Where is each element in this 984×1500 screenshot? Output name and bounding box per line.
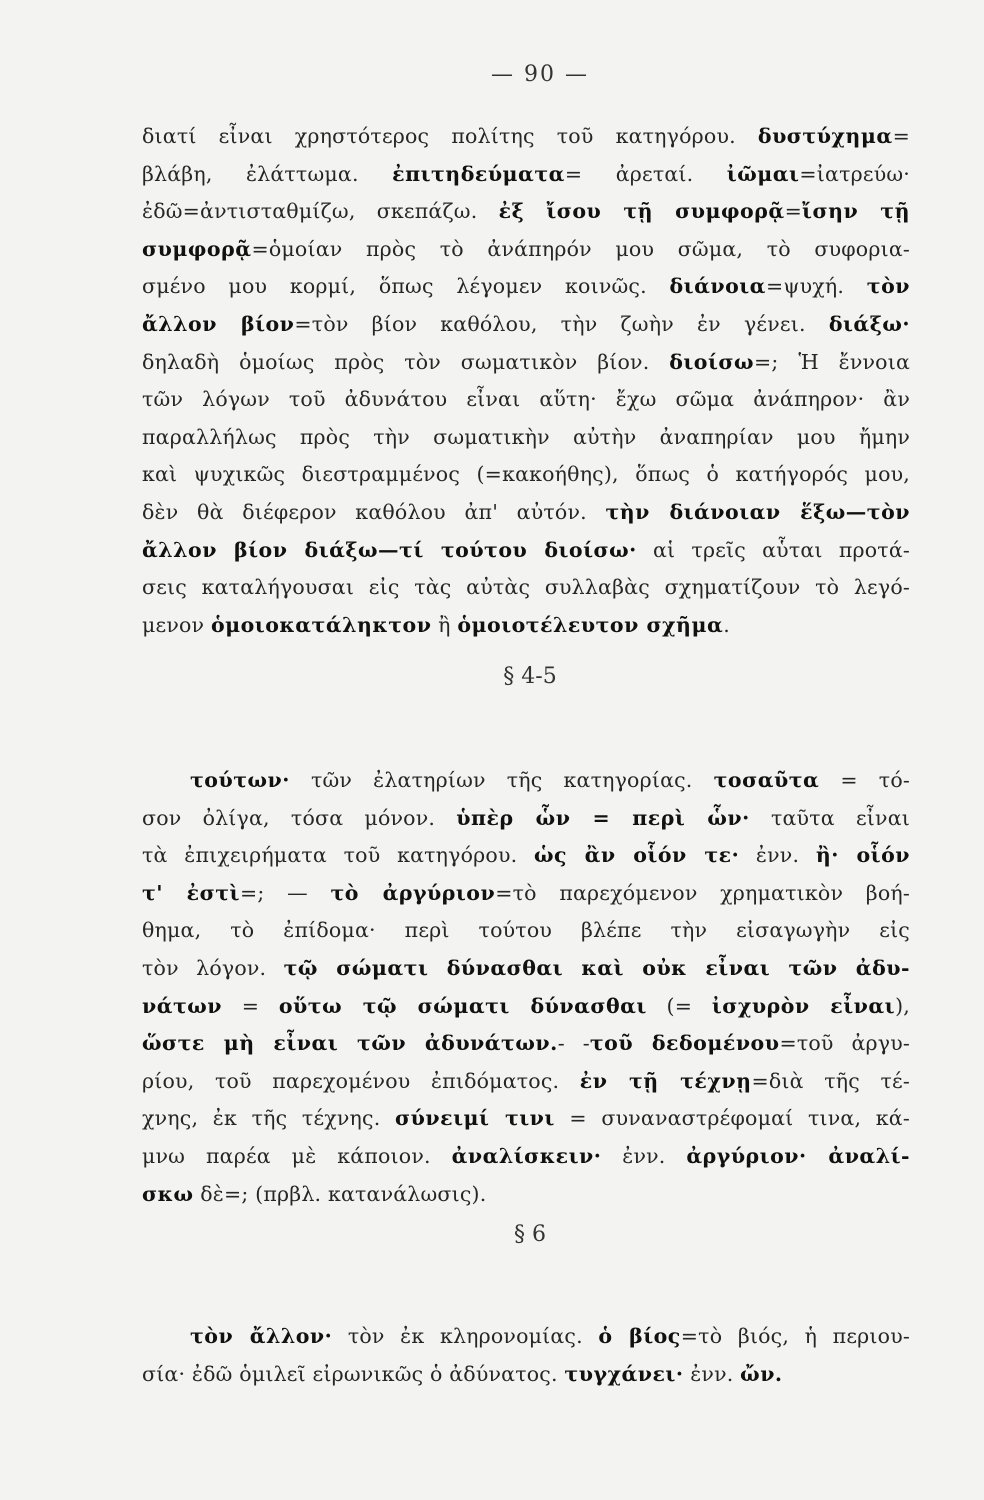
bold-term: ὁ βίος (598, 1324, 681, 1348)
text-line (142, 268, 910, 306)
text-run: σον ὀλίγα, τόσα μόνον. (142, 805, 457, 830)
bold-term: ὁμοιοτέλευτον σχῆμα (457, 612, 724, 637)
text-line (142, 193, 910, 231)
text-line (142, 950, 910, 988)
bold-term: τυγχάνει· (564, 1361, 684, 1386)
text-run: δὲ=; (πρβλ. κατανάλωσις). (193, 1181, 487, 1206)
paragraph-section-2 (142, 762, 910, 1213)
text-run: ἢ (431, 612, 458, 637)
text-line (142, 456, 910, 494)
bold-term: συμφορᾷ (142, 236, 252, 261)
paragraph-section-3 (142, 1318, 910, 1393)
text-line (142, 912, 910, 950)
text-run: τὸν λόγον. (142, 955, 284, 980)
text-line (142, 875, 910, 913)
text-run: παραλλήλως πρὸς τὴν σωματικὴν αὐτὴν ἀναπηρίαν μου ἤμην (142, 424, 910, 449)
section-heading-6: § 6 (514, 1222, 546, 1247)
text-run: = συναναστρέφομαί τινα, κά- (554, 1106, 910, 1131)
bold-term: ἀναλίσκειν· (451, 1143, 602, 1168)
text-run: =τὸ παρεχόμενον χρηματικὸν βοή- (495, 880, 910, 905)
bold-term: ὡς ἂν οἷόν τε· (534, 843, 740, 868)
text-run: ἐνν. (739, 843, 816, 868)
text-line (142, 607, 910, 645)
text-line (142, 1063, 910, 1101)
bold-term: ἐπιτηδεύματα (392, 161, 565, 186)
text-run: διατί εἶναι χρηστότερος πολίτης τοῦ κατηγόρου. (142, 124, 758, 148)
text-run: τῶν ἐλατηρίων τῆς κατηγορίας. (289, 768, 714, 792)
bold-term: ἐξ ἴσου τῇ συμφορᾷ (498, 199, 785, 224)
bold-term: ἄλλον βίον (142, 311, 295, 336)
bold-term: ὑπὲρ ὧν = περὶ ὧν· (456, 805, 750, 830)
text-line (142, 494, 910, 532)
paragraph-section-1 (142, 118, 910, 644)
text-run: ἐδῶ=ἀντισταθμίζω, σκεπάζω. (142, 199, 499, 224)
bold-term: ἰῶμαι (726, 161, 800, 186)
text-run: σμένο μου κορμί, ὅπως λέγομεν κοινῶς. (142, 274, 670, 299)
text-line (142, 1025, 910, 1063)
text-run: = (784, 199, 803, 224)
text-line (142, 419, 910, 457)
text-run: μενον (142, 612, 211, 637)
text-run: τῶν λόγων τοῦ ἀδυνάτου εἶναι αὕτη· ἔχω σῶμα ἀνάπηρον· ἂν (142, 387, 910, 412)
text-line (142, 800, 910, 838)
bold-term: διάνοια (669, 274, 766, 299)
bold-term: ὤν. (740, 1361, 783, 1386)
text-run: δὲν θὰ διέφερον καθόλου ἀπ' αὐτόν. (142, 499, 606, 524)
text-line (142, 1176, 910, 1214)
text-run: = ἀρεταί. (564, 161, 727, 186)
bold-term: ἰσχυρὸν εἶναι (711, 993, 896, 1018)
text-run: μνω παρέα μὲ κάποιον. (142, 1143, 452, 1168)
section-heading-4-5: § 4-5 (503, 664, 557, 689)
text-line (142, 231, 910, 269)
text-run: =ψυχή. (765, 274, 867, 299)
text-run: =; — (239, 880, 331, 905)
bold-term: τοσαῦτα (713, 768, 820, 792)
text-run: τὸν ἐκ κληρονομίας. (332, 1324, 599, 1348)
text-run: σία· ἐδῶ ὁμιλεῖ εἰρωνικῶς ὁ ἀδύνατος. (142, 1361, 565, 1386)
text-line (142, 156, 910, 194)
bold-term: τούτων· (190, 768, 290, 792)
text-run: = (222, 993, 279, 1018)
text-run: ρίου, τοῦ παρεχομένου ἐπιδόματος. (142, 1068, 580, 1093)
text-run: χνης, ἐκ τῆς τέχνης. (142, 1106, 396, 1131)
text-run: =τὸν βίον καθόλου, τὴν ζωὴν ἐν γένει. (294, 311, 829, 336)
text-run: - - (557, 1031, 590, 1056)
text-line (142, 569, 910, 607)
bold-term: τῷ σώματι δύνασθαι καὶ οὐκ εἶναι τῶν ἀδυ- (283, 955, 910, 980)
page-number: — 90 — (491, 62, 589, 87)
text-run: = τό- (819, 768, 910, 792)
text-line (142, 381, 910, 419)
text-line (142, 306, 910, 344)
bold-term: ἐν τῇ τέχνῃ (579, 1068, 752, 1093)
text-run: =τοῦ ἀργυ- (779, 1031, 910, 1056)
text-run: θημα, τὸ ἐπίδομα· περὶ τούτου βλέπε τὴν εἰσαγωγὴν εἰς (142, 918, 910, 943)
bold-term: ὁμοιοκατάληκτον (210, 612, 432, 637)
text-run: βλάβη, ἐλάττωμα. (142, 161, 393, 186)
text-run: δηλαδὴ ὁμοίως πρὸς τὸν σωματικὸν βίον. (142, 349, 670, 374)
bold-term: διάξω· (828, 311, 910, 336)
text-run: ἐνν. (683, 1361, 741, 1386)
text-line (142, 988, 910, 1026)
text-run: ταῦτα εἶναι (749, 805, 910, 830)
bold-term: σύνειμί τινι (395, 1106, 555, 1131)
bold-term: ἀργύριον· ἀναλί- (686, 1143, 910, 1168)
text-line (142, 837, 910, 875)
bold-term: διοίσω (669, 349, 755, 374)
text-run: =τὸ βιός, ἡ περιου- (680, 1324, 910, 1348)
bold-term: ἴσην τῇ (802, 199, 910, 224)
text-line (142, 344, 910, 382)
text-run: αἱ τρεῖς αὗται προτά- (636, 537, 910, 562)
text-run: =διὰ τῆς τέ- (751, 1068, 910, 1093)
text-run: ), (895, 993, 910, 1018)
bold-term: τὸν ἄλλον· (190, 1324, 333, 1348)
bold-term: νάτων (142, 993, 223, 1018)
bold-term: ἢ· οἷόν (815, 843, 911, 868)
bold-term: δυστύχημα (757, 124, 893, 148)
bold-term: ἄλλον βίον διάξω—τί τούτου διοίσω· (142, 537, 637, 562)
text-run: ἐνν. (601, 1143, 687, 1168)
text-run: καὶ ψυχικῶς διεστραμμένος (=κακοήθης), ὅπως ὁ κατήγορός μου, (142, 462, 910, 487)
text-line (142, 1100, 910, 1138)
text-line (142, 118, 910, 156)
text-run: =ἰατρεύω· (799, 161, 910, 186)
bold-term: τοῦ δεδομένου (589, 1031, 780, 1056)
text-run: = (892, 124, 910, 148)
text-line (142, 532, 910, 570)
text-line (142, 1356, 910, 1394)
text-run: =ὁμοίαν πρὸς τὸ ἀνάπηρόν μου σῶμα, τὸ συφορια- (251, 236, 910, 261)
bold-term: ὥστε μὴ εἶναι τῶν ἀδυνάτων. (142, 1031, 558, 1056)
text-run: (= (646, 993, 712, 1018)
bold-term: τὸ ἀργύριον (330, 880, 496, 905)
bold-term: τ' ἐστὶ (142, 880, 240, 905)
text-run: . (723, 612, 730, 637)
bold-term: σκω (142, 1181, 194, 1206)
bold-term: οὕτω τῷ σώματι δύνασθαι (278, 993, 647, 1018)
text-run: τὰ ἐπιχειρήματα τοῦ κατηγόρου. (142, 843, 535, 868)
text-line (142, 1318, 910, 1356)
bold-term: τὸν (866, 274, 910, 299)
text-run: σεις καταλήγουσαι εἰς τὰς αὐτὰς συλλαβὰς σχηματίζουν τὸ λεγό- (142, 575, 910, 600)
text-line (142, 762, 910, 800)
text-line (142, 1138, 910, 1176)
bold-term: τὴν διάνοιαν ἕξω—τὸν (605, 499, 910, 524)
text-run: =; Ἡ ἔννοια (754, 349, 910, 374)
